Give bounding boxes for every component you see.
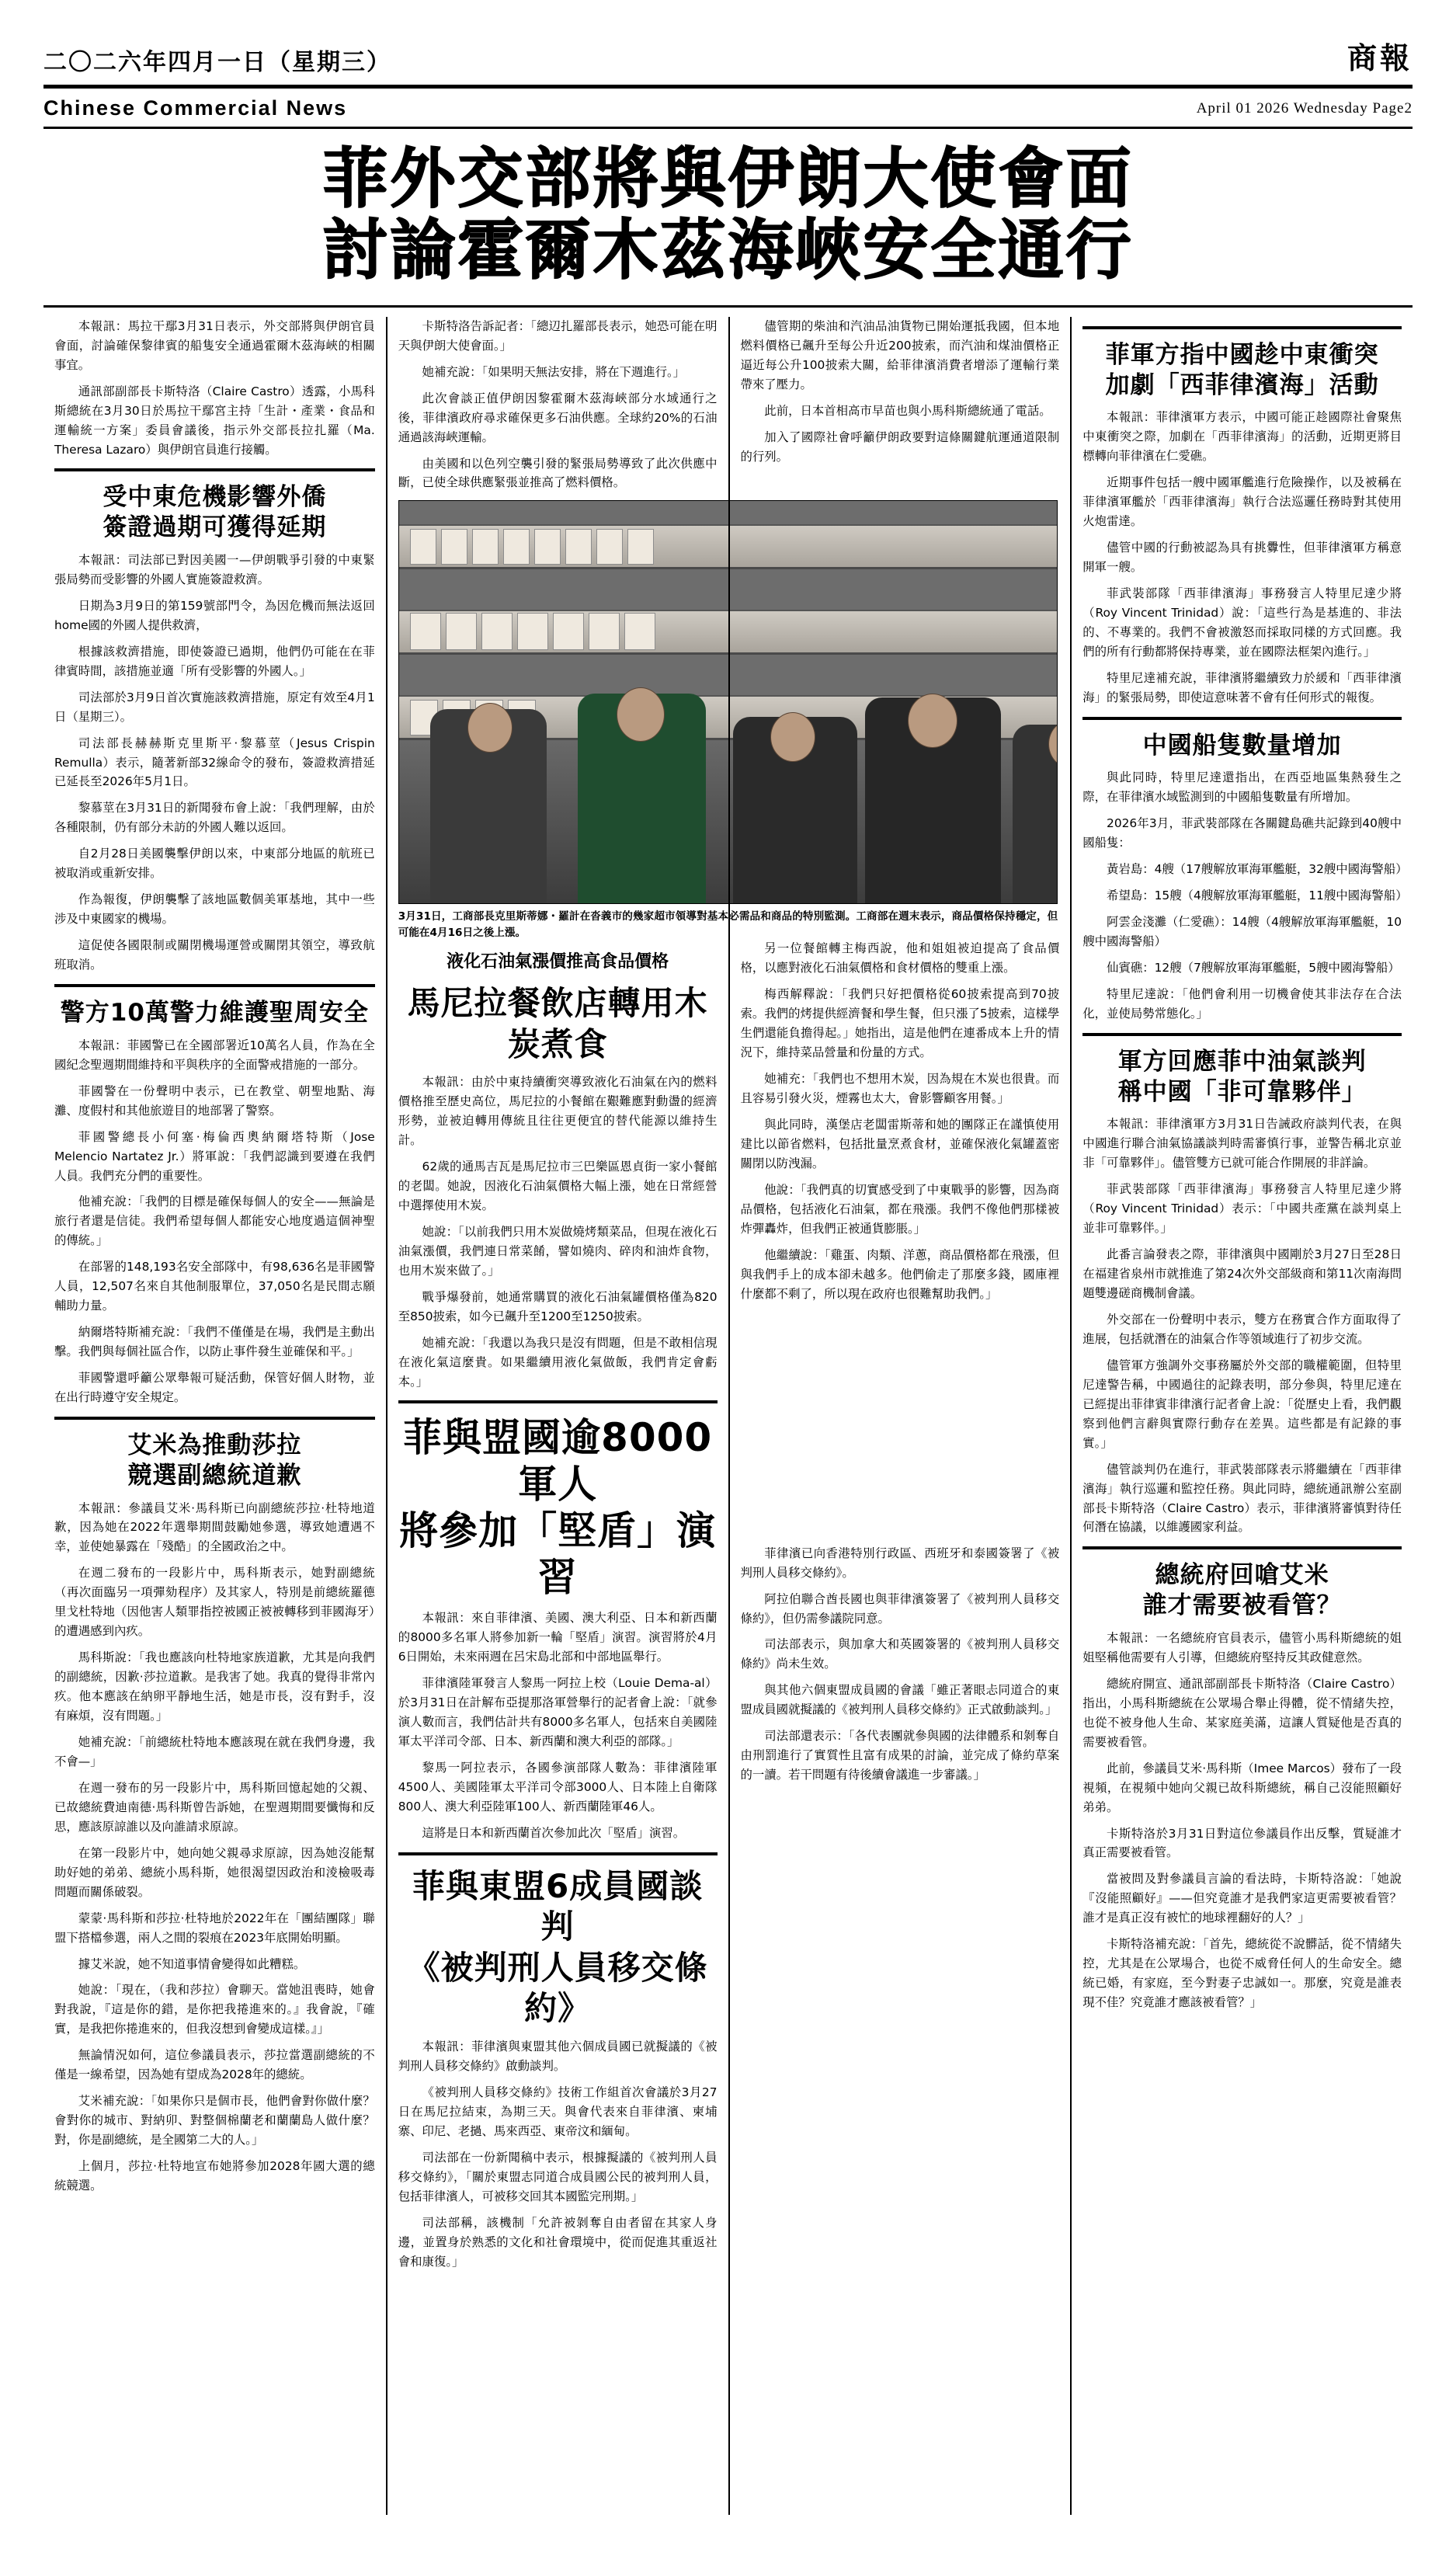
section-divider bbox=[54, 1417, 375, 1420]
article-paragraph: 與此同時，漢堡店老闆雷斯蒂和她的團隊正在謹慎使用建比以節省燃料，包括批量烹煮食材，並確保液化氣罐蓋密關閉以防洩漏。 bbox=[740, 1118, 1060, 1170]
article-headline: 馬尼拉餐飲店轉用木炭煮食 bbox=[407, 984, 708, 1063]
article-paragraph: 根據該救濟措施，即使簽證已過期，他們仍可能在在菲律賓時間，該措施並適「所有受影響的外國人。」 bbox=[54, 644, 375, 678]
lead-paragraph: 加入了國際社會呼籲伊朗政要對這條關鍵航運通道限制的行列。 bbox=[740, 429, 1060, 464]
article-paragraph: 戰爭爆發前，她通常購買的液化石油氣罐價格僅為820至850披索，如今已飆升至1200至1250披索。 bbox=[398, 1289, 718, 1323]
article-paragraph: 本報訊：菲律濱軍方3月31日告誡政府談判代表，在與中國進行聯合油氣協議談判時需審慎行事，並警告稱北京並非「可靠夥伴」。儘管雙方已就可能合作開展的非詳論。 bbox=[1082, 1117, 1402, 1170]
article-paragraph: 儘管軍方強調外交事務屬於外交部的職權範圍，但特里尼達警告稱，中國過往的記錄表明，部分參與，特里尼達在已經提出菲律賓非律濱行記者會上說：「從歷史上看，我們觀察到他們言辭與實際行動存在差異。這些都是有記錄的事實。」 bbox=[1082, 1358, 1402, 1450]
lead-paragraph: 卡斯特洛告訴記者：「總辺扎羅部長表示，她恐可能在明天與伊朗大使會面。」 bbox=[398, 318, 718, 353]
article-paragraph: 她說：「現在，（我和莎拉）會聊天。當她沮喪時，她會對我說，『這是你的錯，是你把我捲進來的。』我會說，『確實，是我把你捲進來的，但我沒想到會變成這樣。』」 bbox=[54, 1983, 375, 2036]
article-paragraph: 在第一段影片中，她向她父親尋求原諒，因為她沒能幫助好她的弟弟、總統小馬科斯，她很渴望因政治和淩檢吸毒問題而關係破裂。 bbox=[54, 1845, 375, 1899]
article-paragraph: 司法部表示，與加拿大和英國簽署的《被判刑人員移交條約》尚未生效。 bbox=[740, 1637, 1060, 1671]
masthead-top bbox=[43, 34, 1413, 82]
article-paragraph: 她補充說：「前總統杜特地本應該現在就在我們身邊，我不會—」 bbox=[54, 1735, 375, 1768]
headline-line: 菲與盟國逾8000軍人 bbox=[403, 1415, 713, 1508]
article-paragraph: 上個月，莎拉·杜特地宣布她將參加2028年國大選的總統競選。 bbox=[54, 2159, 375, 2193]
article-paragraph: 這促使各國限制或關閉機場運營或關閉其領空，導致航班取消。 bbox=[54, 938, 375, 972]
headline-line: 競選副總統道歉 bbox=[127, 1461, 302, 1490]
article-paragraph: 《被判刑人員移交條約》技術工作組首次會議於3月27日在馬尼拉結束，為期三天。與會代表來自菲律濱、柬埔寨、印尼、老撾、馬來西亞、東帝汶和緬甸。 bbox=[398, 2085, 718, 2138]
main-headline bbox=[43, 129, 1413, 294]
article-paragraph: 本報訊：菲律濱軍方表示，中國可能正趁國際社會聚焦中東衝突之際，加劇在「西菲律濱海」的活動，近期更將目標轉向菲律濱在仁愛礁。 bbox=[1082, 410, 1402, 464]
article-paragraph: 黃岩島：4艘（17艘解放軍海軍艦艇，32艘中國海警船） bbox=[1107, 862, 1408, 877]
article-paragraph: 儘管中國的行動被認為具有挑釁性，但菲律濱軍方稱意開軍一艘。 bbox=[1082, 541, 1402, 574]
column-4-articles bbox=[1082, 326, 1408, 2012]
main-headline-line2: 討論霍爾木茲海峽安全通行 bbox=[322, 212, 1134, 289]
headline-line: 艾米為推動莎拉 bbox=[127, 1431, 302, 1460]
headline-line: 菲與東盟6成員國談判 bbox=[412, 1866, 704, 1946]
lead-paragraph: 儘管期的柴油和汽油品油貨物已開始運抵我國，但本地燃料價格已飆升至每公升近200披索，而汽油和煤油價格正逼近每公升100披索大關，給菲律濱消費者增添了運輸行業帶來了壓力。 bbox=[740, 318, 1060, 391]
article-paragraph: 艾米補充說：「如果你只是個市長，他們會對你做什麼？會對你的城市、對納卯、對整個棉蘭老和蘭蘭島人做什麼？對，你是副總統，是全國第二大的人。」 bbox=[54, 2094, 375, 2147]
article-paragraph: 司法部在一份新聞稿中表示，根據擬議的《被判刑人員移交條約》，「關於東盟志同道合成員國公民的被判刑人員，包括菲律濱人，可被移交回其本國監完刑期。」 bbox=[398, 2150, 718, 2203]
article-paragraph: 仙賓礁：12艘（7艘解放軍海軍艦艇，5艘中國海警船） bbox=[1107, 961, 1400, 975]
headline-line: 總統府回嗆艾米 bbox=[1155, 1561, 1329, 1590]
article-paragraph: 菲律濱陸軍發言人黎馬一阿拉上校（Louie Dema-al）於3月31日在計解布亞提那洛軍營舉行的記者會上說：「就參演人數而言，我們估計共有8000多名軍人，包括來自美國陸軍太平洋司令部、日本、新西蘭和澳大利亞的部隊。」 bbox=[398, 1676, 718, 1749]
article-paragraph: 他說：「我們真的切實感受到了中東戰爭的影響，因為商品價格，包括液化石油氣，都在飛漲。我們不像他們那樣被炸彈轟炸，但我們正被通貨膨脹。」 bbox=[740, 1182, 1060, 1236]
article-paragraph: 無論情況如何，這位參議員表示，莎拉當選副總統的不僅是一線希望，因為她有望成為2028年的總統。 bbox=[54, 2048, 375, 2082]
headline-line: 《被判刑人員移交條約》 bbox=[407, 1948, 708, 2028]
article-paragraph: 作為報復，伊朗襲擊了該地區數個美軍基地，其中一些涉及中東國家的機場。 bbox=[54, 892, 375, 927]
article-paragraph: 當被問及對參議員言論的看法時，卡斯特洛說：「她說『沒能照顧好』——但究竟誰才是我們家這更需要被看管？誰才是真正沒有被忙的地球裡翻好的人？」 bbox=[1082, 1872, 1402, 1925]
masthead-title-english: Chinese Commercial News bbox=[43, 96, 348, 120]
article-paragraph: 本報訊：菲律濱與東盟其他六個成員國已就擬議的《被判刑人員移交條約》啟動談判。 bbox=[398, 2039, 718, 2073]
headline-line: 誰才需要被看管？ bbox=[1142, 1591, 1342, 1620]
article-paragraph: 本報訊：由於中東持續衝突導致液化石油氣在內的燃料價格推至歷史高位，馬尼拉的小餐館在艱難應對動盪的經濟形勢，並被迫轉用傳統且往往更便宜的替代能源以維持生計。 bbox=[398, 1075, 718, 1148]
article-paragraph: 他繼續說：「雞蛋、肉類、洋蔥，商品價格都在飛漲，但與我們手上的成本卻未越多。他們偷走了那麼多錢，國庫裡什麼都不剩了，所以現在政府也很難幫助我們。」 bbox=[740, 1247, 1060, 1301]
section-divider bbox=[1082, 717, 1402, 720]
article-headline bbox=[398, 1866, 718, 2029]
lead-paragraph: 她補充說：「如果明天無法安排，將在下週進行。」 bbox=[422, 364, 686, 379]
article-paragraph: 外交部在一份聲明中表示，雙方在務實合作方面取得了進展，包括就潛在的油氣合作等領域進行了初步交流。 bbox=[1082, 1312, 1402, 1346]
headline-line: 軍方回應菲中油氣談判 bbox=[1117, 1047, 1367, 1076]
headline-line: 簽證過期可獲得延期 bbox=[103, 513, 327, 542]
article-paragraph: 此前，參議員艾米·馬科斯（Imee Marcos）發布了一段視頻，在視頻中她向父親已故科斯總統，稱自己沒能照顧好弟弟。 bbox=[1082, 1761, 1402, 1814]
article-paragraph: 這將是日本和新西蘭首次參加此次「堅盾」演習。 bbox=[422, 1826, 686, 1841]
article-paragraph: 她補充說：「我還以為我只是沒有問題，但是不敢相信現在液化氣這麼貴。如果繼續用液化氣做飯，我們肯定會虧本。」 bbox=[398, 1335, 718, 1389]
article-paragraph: 蒙蒙·馬科斯和莎拉·杜特地於2022年在「團結團隊」聯盟下搭檔參選，兩人之間的裂痕在2023年底開始明顯。 bbox=[54, 1911, 375, 1945]
lead-paragraph: 本報訊：馬拉干鄢3月31日表示，外交部將與伊朗官員會面，討論確保黎律賓的船隻安全通過霍爾木茲海峽的相關事宜。 bbox=[54, 318, 375, 372]
article-paragraph: 卡斯特洛補充說：「首先，總統從不說髒話，從不情緒失控，尤其是在公眾場合，也從不威脅任何人的生命安全。總統已婚，有家庭，至今對妻子忠誠如一。那麼，究竟是誰表現不佳？究竟誰才應該被看管？」 bbox=[1082, 1937, 1402, 2010]
article-paragraph: 據艾米說，她不知道事情會變得如此糟糕。 bbox=[78, 1956, 306, 1971]
article-paragraph: 本報訊：菲國警已在全國部署近10萬名人員，作為在全國紀念聖週期間維持和平與秩序的全面警戒措施的一部分。 bbox=[54, 1038, 375, 1072]
article-paragraph: 卡斯特洛於3月31日對這位參議員作出反擊，質疑誰才真正需要被看管。 bbox=[1082, 1826, 1402, 1860]
lead-paragraph: 通訊部副部長卡斯特洛（Claire Castro）透露，小馬科斯總統在3月30日於馬拉干鄢宮主持「生計・產業・食品和運輸統一方案」委員會議後，指示外交部長拉扎羅（Ma. Theresa Lazaro）與伊朗官員進行接觸。 bbox=[54, 384, 375, 457]
article-paragraph: 她說：「以前我們只用木炭做燒烤類菜品，但現在液化石油氣漲價，我們連日常菜餚，譬如燒肉、碎肉和油炸食物，也用木炭來做了。」 bbox=[398, 1224, 718, 1278]
article-paragraph: 本報訊：一名總統府官員表示，儘管小馬科斯總統的姐姐堅稱他需要有人引導，但總統府堅持反其政健意然。 bbox=[1082, 1630, 1402, 1664]
column-2-article-body bbox=[398, 1073, 718, 2271]
article-paragraph: 菲國警總長小何塞·梅倫西奧納爾塔特斯（Jose Melencio Nartatez Jr.）將軍說：「我們認識到要遵在我們人員。我們充分們的重要性。 bbox=[54, 1129, 375, 1183]
section-divider bbox=[1082, 1546, 1402, 1549]
article-paragraph: 另一位餐館轉主梅西說，他和姐姐被迫提高了食品價格，以應對液化石油氣價格和食材價格的雙重上漲。 bbox=[740, 941, 1060, 975]
article-paragraph: 與其他六個東盟成員國的會議「雖正著眼忐同道合的東盟成員國就擬議的《被判刑人員移交條約》正式啟動談判。」 bbox=[740, 1683, 1060, 1717]
section-divider bbox=[398, 1852, 718, 1855]
section-divider bbox=[54, 984, 375, 987]
section-divider bbox=[1082, 1033, 1402, 1036]
article-paragraph: 菲武裝部隊「西菲律濱海」事務發言人特里尼達少將（Roy Vincent Trinidad）說：「這些行為是基進的、非法的、不專業的。我們不會被激怒而採取同樣的方式回應。我們的所有行動都將保持專業，並在國際法框架內進行。」 bbox=[1082, 586, 1402, 659]
headline-line: 受中東危機影響外僑 bbox=[103, 483, 327, 512]
article-paragraph: 62歲的通馬吉瓦是馬尼拉市三巴樂區恩貞街一家小餐館的老闆。她說，因液化石油氣價格大幅上漲，她在日常經營中選擇使用木炭。 bbox=[398, 1160, 718, 1212]
article-paragraph: 司法部長赫赫斯克里斯平·黎慕莖（Jesus Crispin Remulla）表示，隨著新部32線命令的發布，簽證救濟措延已延長至2026年5月1日。 bbox=[54, 736, 375, 789]
article-paragraph: 司法部還表示：「各代表團就參與國的法律體系和剝奪自由刑罰進行了實質性且富有成果的討論，並完成了條約草案的一讀。若干問題有待後續會議進一步審議。」 bbox=[740, 1729, 1060, 1782]
article-paragraph: 菲律濱已向香港特別行政區、西班牙和泰國簽署了《被判刑人員移交條約》。 bbox=[740, 1546, 1060, 1580]
article-headline bbox=[1082, 1560, 1402, 1621]
masthead-logo: 商報 bbox=[1347, 41, 1413, 75]
article-paragraph: 在週二發布的一段影片中，馬科斯表示，她對副總統（再次面臨另一項彈劾程序）及其家人，特別是前總統羅德里戈杜特地（因他害人類罪指控被國正被被轉移到菲國海牙）的遭遇感到內疚。 bbox=[54, 1566, 375, 1639]
masthead-bottom bbox=[43, 89, 1413, 127]
article-paragraph: 他補充說：「我們的目標是確保每個人的安全——無論是旅行者還是信徒。我們希望每個人都能安心地度過這個神聖的傳統。」 bbox=[54, 1195, 375, 1248]
article-paragraph: 黎慕莖在3月31日的新聞發布會上說：「我們理解，由於各種限制，仍有部分未訪的外國人難以返回。 bbox=[54, 801, 375, 835]
article-paragraph: 菲國警在一份聲明中表示，已在教堂、朝聖地點、海灘、度假村和其他旅遊目的地部署了警察。 bbox=[54, 1083, 375, 1118]
article-headline bbox=[54, 1431, 375, 1491]
masthead-date-chinese: 二〇二六年四月一日（星期三） bbox=[43, 49, 391, 76]
article-paragraph: 近期事件包括一艘中國軍艦進行危險操作，以及被稱在菲律濱軍艦於「西菲律濱海」執行合法巡邏任務時對其使用火炮雷達。 bbox=[1082, 475, 1402, 529]
article-paragraph: 本報訊：司法部已對因美國一—伊朗戰爭引發的中東緊張局勢而受影響的外國人實施簽證救濟。 bbox=[54, 552, 375, 586]
article-paragraph: 在部署的148,193名安全部隊中，有98,636名是菲國警人員，12,507名來自其他制服單位，37,050名是民間志願輔助力量。 bbox=[54, 1260, 375, 1313]
article-paragraph: 特里尼達說：「他們會利用一切機會使其非法存在合法化，並使局勢常態化。」 bbox=[1082, 986, 1402, 1021]
column-3 bbox=[728, 317, 1071, 2515]
column-3-article-body bbox=[741, 939, 1060, 1785]
article-paragraph: 她補充：「我們也不想用木炭，因為規在木炭也很貴。而且容易引發火災，煙霧也太大，會影響顧客用餐。」 bbox=[740, 1072, 1060, 1106]
headline-rule bbox=[43, 305, 1413, 308]
section-divider bbox=[1082, 326, 1402, 329]
article-paragraph: 黎馬一阿拉表示，各國參演部隊人數為：菲律濱陸軍4500人、美國陸軍太平洋司令部3000人、日本陸上自衛隊800人、澳大利亞陸軍100人、新西蘭陸軍46人。 bbox=[398, 1761, 718, 1814]
article-paragraph: 總統府開宣、通訊部副部長卡斯特洛（Claire Castro）指出，小馬科斯總統在公眾場合舉止得體，從不情緒失控，也從不被身他人生命、某家庭美滿，這讓人質疑他是否真的需要被看管。 bbox=[1082, 1676, 1402, 1749]
article-paragraph: 在週一發布的另一段影片中，馬科斯回憶起她的父親、已故總統費迪南德·馬科斯曾告訴她，在聖週期間要懺悔和反思，應該原諒誰以及向誰請求原諒。 bbox=[54, 1780, 375, 1834]
masthead-date-english: April 01 2026 Wednesday Page2 bbox=[1196, 99, 1413, 116]
headline-line: 加劇「西菲律濱海」活動 bbox=[1105, 370, 1379, 399]
headline-line: 菲軍方指中國趁中東衝突 bbox=[1105, 340, 1379, 369]
article-paragraph: 日期為3月9日的第159號部門令，為因危機而無法返回home國的外國人提供救濟， bbox=[54, 598, 375, 632]
headline-line: 警方10萬警力維護聖周安全 bbox=[60, 999, 369, 1028]
article-paragraph: 與此同時，特里尼達還指出，在西亞地區集熱發生之際，在菲律濱水域監測到的中國船隻數量有所增加。 bbox=[1082, 770, 1402, 805]
sub-strapline: 液化石油氣漲價推高食品價格 bbox=[447, 952, 669, 972]
article-paragraph: 特里尼達補充說，菲律濱將繼續致力於緩和「西菲律濱海」的緊張局勢，即使這意味著不會有任何形式的報復。 bbox=[1082, 670, 1402, 704]
lead-paragraph: 此次會談正值伊朗因黎霍爾木茲海峽部分水域通行之後，菲律濱政府尋求確保更多石油供應。全球約20%的石油通過該海峽運輸。 bbox=[398, 391, 718, 444]
column-4 bbox=[1070, 317, 1413, 2515]
article-paragraph: 希望島：15艘（4艘解放軍海軍艦艇，11艘中國海警船） bbox=[1107, 889, 1408, 903]
article-headline bbox=[54, 998, 375, 1028]
article-paragraph: 此番言論發表之際，菲律濱與中國剛於3月27日至28日在福建省泉州市就推進了第24次外交部級商和第11次南海問題雙邊磋商機制會議。 bbox=[1082, 1247, 1402, 1300]
article-paragraph: 納爾塔特斯補充說：「我們不僅僅是在場，我們是主動出擊。我們與每個社區合作，以防止事件發生並確保和平。」 bbox=[54, 1325, 375, 1359]
article-headline bbox=[54, 482, 375, 543]
article-paragraph: 司法部於3月9日首次實施該救濟措施，原定有效至4月1日（星期三）。 bbox=[54, 690, 375, 724]
article-paragraph: 本報訊：參議員艾米·馬科斯已向副總統莎拉·杜特地道歉，因為她在2022年選舉期間鼓勵她參選，導致她遭遇不幸，並使她暴露在「殘酷」的全國政治之中。 bbox=[54, 1501, 375, 1554]
column-1 bbox=[43, 317, 386, 2515]
article-paragraph: 儘管談判仍在進行，菲武裝部隊表示將繼續在「西菲律濱海」執行巡邏和監控任務。與此同時，總統通訊辦公室副部長卡斯特洛（Claire Castro）表示，菲律濱將審慎對待任何潛在協議，以維護國家利益。 bbox=[1082, 1462, 1402, 1535]
article-paragraph: 梅西解釋說：「我們只好把價格從60披索提高到70披索。我們的烤提供經濟餐和學生餐，但只漲了5披索，這樣學生們還能負擔得起。」她指出，這是他們在連番成本上升的情況下，維持菜品營量和份量的方式。 bbox=[740, 987, 1060, 1060]
article-paragraph: 馬科斯說：「我也應該向杜特地家族道歉，尤其是向我們的副總統，因歉·莎拉道歉。是我害了她。我真的覺得非常內疚。他本應該在納卵平靜地生活，她是市長，沒有對手，沒有麻煩，沒有問題。」 bbox=[54, 1650, 375, 1723]
headline-line: 稱中國「非可靠夥伴」 bbox=[1117, 1077, 1367, 1106]
lead-paragraph: 此前，日本首相高市早苗也與小馬科斯總統通了電話。 bbox=[764, 403, 1051, 418]
photo-caption: 3月31日，工商部長克里斯蒂娜・羅計在沓義市的幾家超市領導對基本必需品和商品的特別監測。工商部在週末表示，商品價格保持穩定，但可能在4月16日之後上漲。 bbox=[398, 910, 1058, 939]
column-grid bbox=[43, 317, 1413, 2515]
article-headline bbox=[1082, 731, 1402, 761]
section-divider bbox=[54, 468, 375, 471]
article-paragraph: 司法部稱，該機制「允許被剝奪自由者留在其家人身邊，並置身於熟悉的文化和社會環境中，從而促進其重返社會和康復。」 bbox=[398, 2215, 718, 2269]
headline-line: 中國船隻數量增加 bbox=[1142, 731, 1342, 760]
article-headline bbox=[1082, 340, 1402, 401]
article-headline bbox=[398, 1414, 718, 1601]
section-divider bbox=[398, 1400, 718, 1403]
article-headline bbox=[1082, 1047, 1402, 1108]
article-paragraph: 阿拉伯聯合酋長國也與菲律濱簽署了《被判刑人員移交條約》，但仍需參議院同意。 bbox=[740, 1591, 1060, 1626]
article-paragraph: 自2月28日美國襲擊伊朗以來，中東部分地區的航班已被取消或重新安排。 bbox=[54, 847, 375, 881]
column-1-articles bbox=[54, 468, 375, 2196]
main-headline-line1: 菲外交部將與伊朗大使會面 bbox=[322, 141, 1134, 217]
lead-paragraph: 由美國和以色列空襲引發的緊張局勢導致了此次供應中斷，已使全球供應緊張並推高了燃料價格。 bbox=[398, 456, 718, 490]
article-paragraph: 菲武裝部隊「西菲律濱海」事務發言人特里尼達少將（Roy Vincent Trinidad）表示：「中國共產黨在談判桌上並非可靠夥伴。」 bbox=[1082, 1182, 1402, 1236]
headline-line: 將參加「堅盾」演習 bbox=[399, 1508, 717, 1601]
article-paragraph: 阿雲金淺灘（仁愛礁）：14艘（4艘解放軍海軍艦艇，10艘中國海警船） bbox=[1082, 915, 1402, 949]
article-paragraph: 菲國警還呼籲公眾舉報可疑活動，保管好個人財物，並在出行時遵守安全規定。 bbox=[54, 1371, 375, 1405]
article-paragraph: 本報訊：來自菲律濱、美國、澳大利亞、日本和新西蘭的8000多名軍人將參加新一輪「堅盾」演習。演習將於4月6日開始，未來兩週在呂宋島北部和中部地區舉行。 bbox=[398, 1611, 718, 1664]
article-paragraph: 2026年3月，菲武裝部隊在各關鍵島礁共記錄到40艘中國船隻： bbox=[1082, 816, 1402, 850]
